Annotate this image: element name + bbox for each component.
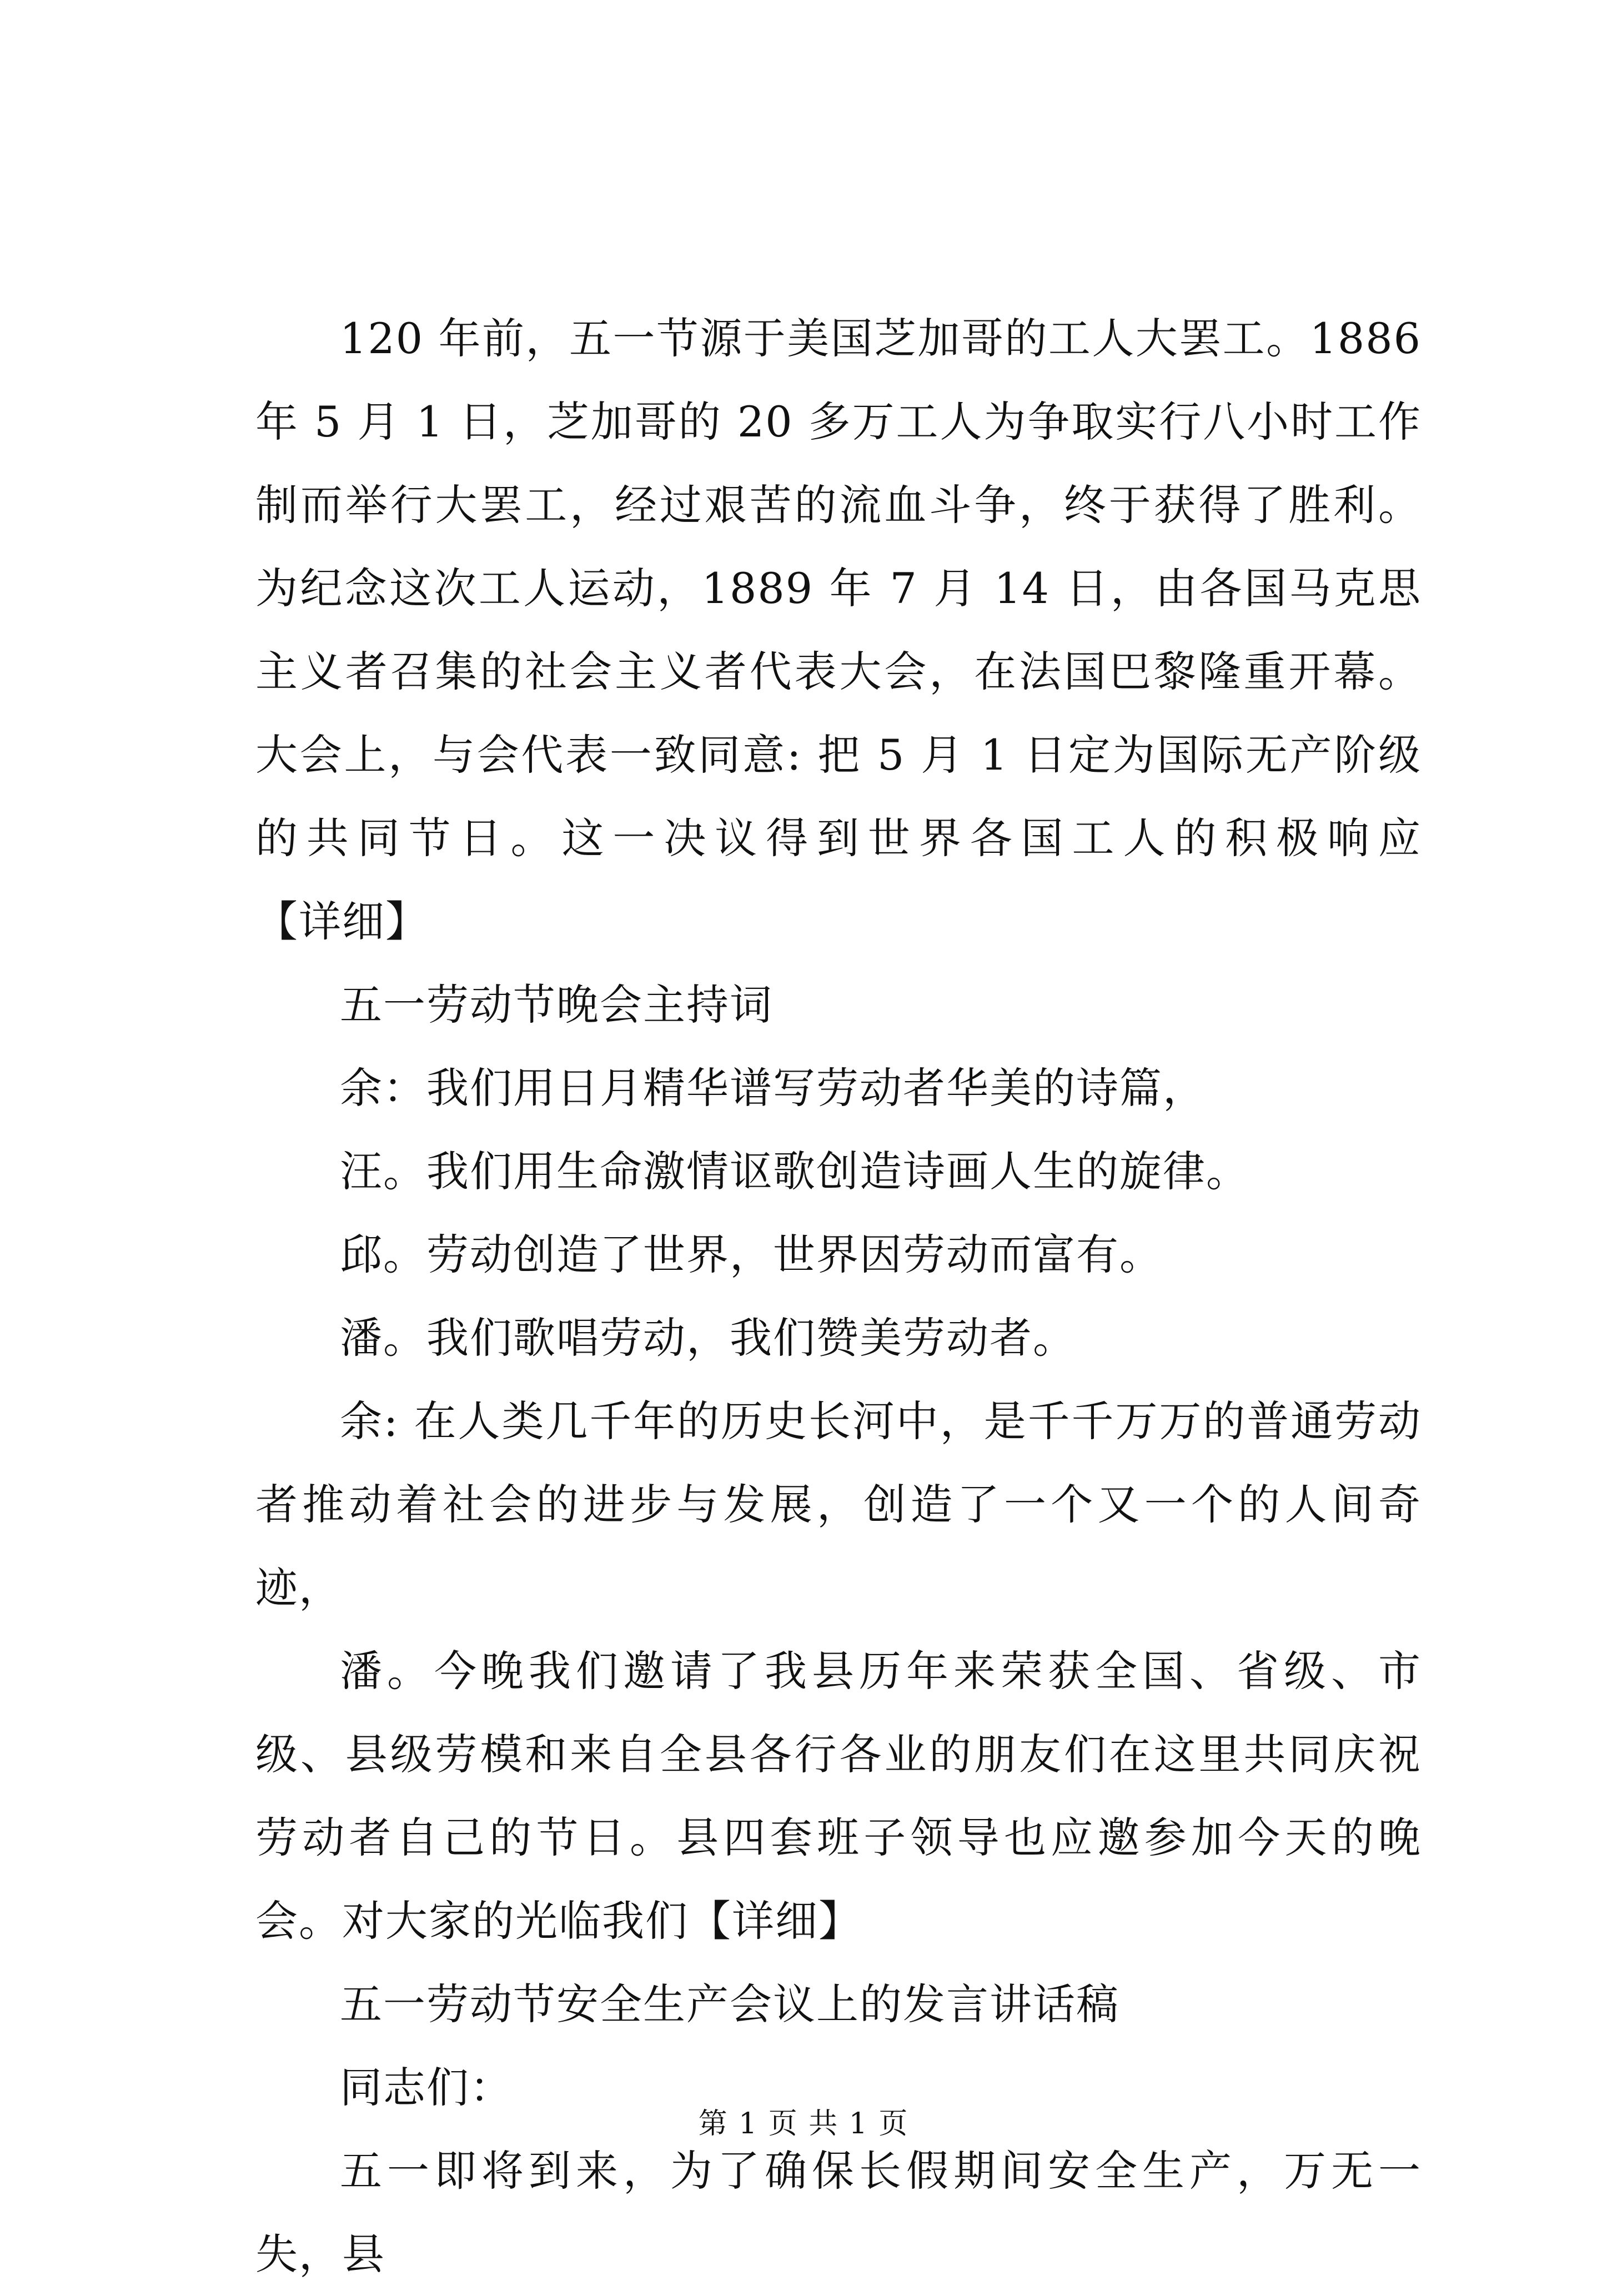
heading-safety-speech: 五一劳动节安全生产会议上的发言讲话稿 bbox=[340, 1980, 1119, 2029]
host-line-wang: 汪。我们用生命激情讴歌创造诗画人生的旋律。 bbox=[340, 1147, 1249, 1196]
detail-link[interactable]: 【详细】 bbox=[255, 897, 429, 946]
paragraph-history-text: 120 年前，五一节源于美国芝加哥的工人大罢工。1886 年 5 月 1 日，芝加哥的 20 多万工人为争取实行八小时工作制而举行大罢工，经过艰苦的流血斗争，终于获得了胜利。为纪念这次工人运动，1889 年 7 月 14 日，由各国马克思主义者召集的社会主义者代表大会，在法国巴黎隆重开幕。大会上，与会代表一致同意: 把 5 月 1 日定为国际无产阶级的共同节日。这一决议得到世界各国工人的积极响应 bbox=[255, 314, 1422, 863]
host-line-qiu: 邱。劳动创造了世界，世界因劳动而富有。 bbox=[340, 1230, 1163, 1279]
page-footer: 第 1 页 共 1 页 bbox=[698, 2107, 909, 2141]
paragraph-history bbox=[255, 297, 1422, 963]
heading-evening-host-script: 五一劳动节晚会主持词 bbox=[340, 980, 773, 1029]
host-line-yu: 余：我们用日月精华谱写劳动者华美的诗篇， bbox=[340, 1063, 1206, 1113]
speech-opening: 五一即将到来，为了确保长假期间安全生产，万无一失，县 bbox=[255, 2146, 1422, 2279]
host-line-yu-2: 余: 在人类几千年的历史长河中，是千千万万的普通劳动者推动着社会的进步与发展，创造了一个又一个的人间奇迹， bbox=[255, 1396, 1422, 1612]
salutation: 同志们： bbox=[340, 2063, 513, 2112]
document-body bbox=[255, 297, 1422, 2296]
detail-link[interactable]: 【详细】 bbox=[689, 1896, 862, 1946]
host-line-pan-2-text: 潘。今晚我们邀请了我县历年来荣获全国、省级、市级、县级劳模和来自全县各行各业的朋友们在这里共同庆祝劳动者自己的节日。县四套班子领导也应邀参加今天的晚会。对大家的光临我们 bbox=[255, 1646, 1422, 1946]
host-line-pan-2 bbox=[255, 1630, 1422, 1963]
host-line-pan: 潘。我们歌唱劳动，我们赞美劳动者。 bbox=[340, 1313, 1076, 1363]
